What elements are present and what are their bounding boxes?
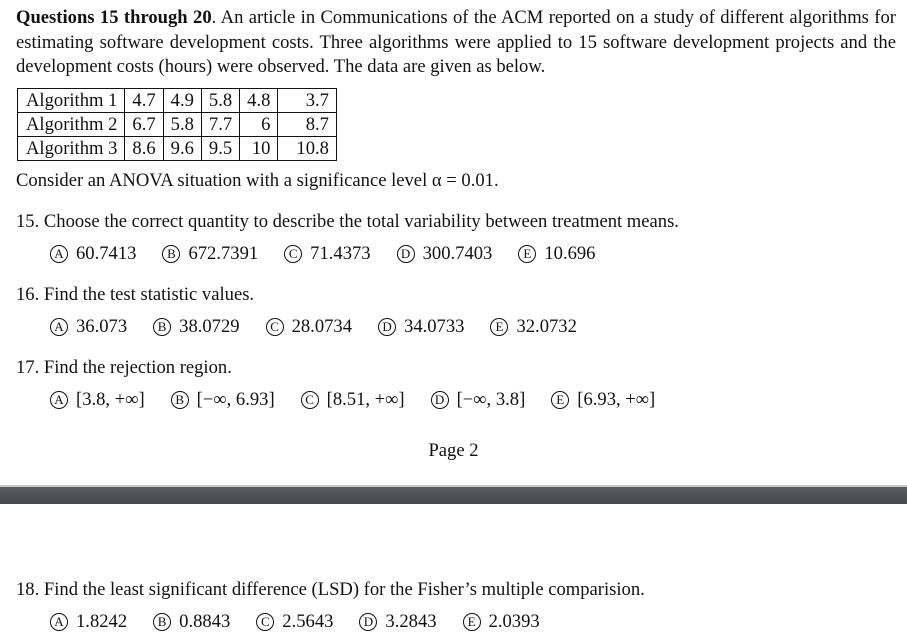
- option-value: 34.0733: [404, 316, 465, 337]
- option-value: 28.0734: [291, 316, 353, 337]
- option-a[interactable]: [50, 316, 127, 338]
- table-cell: 8.7: [278, 113, 337, 137]
- page-number: Page 2: [428, 440, 479, 461]
- option-e[interactable]: [463, 611, 540, 633]
- option-letter-circle: A: [50, 613, 68, 631]
- table-cell: 4.9: [163, 89, 201, 113]
- option-letter-circle: C: [301, 391, 319, 409]
- option-value: [8.51, +∞]: [326, 389, 405, 410]
- option-value: 2.5643: [282, 611, 334, 632]
- option-value: 0.8843: [179, 611, 231, 632]
- option-b[interactable]: [162, 243, 258, 265]
- option-b[interactable]: [153, 316, 239, 338]
- option-value: 32.0732: [516, 316, 577, 337]
- page-divider: [0, 487, 907, 504]
- option-value: 300.7403: [422, 243, 493, 264]
- option-letter-circle: B: [153, 613, 171, 631]
- table-row: [18, 113, 337, 137]
- table-cell: 10.8: [278, 137, 337, 161]
- option-value: 3.2843: [385, 611, 437, 632]
- option-value: 60.7413: [76, 243, 137, 264]
- option-c[interactable]: [256, 611, 333, 633]
- option-value: 2.0393: [488, 611, 540, 632]
- question-17-options: [50, 389, 681, 411]
- option-value: 672.7391: [188, 243, 259, 264]
- anova-statement: Consider an ANOVA situation with a significance level α = 0.01.: [16, 170, 499, 191]
- table-cell: 4.8: [240, 89, 278, 113]
- option-c[interactable]: [301, 389, 405, 411]
- question-17-text: 17. Find the rejection region.: [16, 357, 232, 378]
- option-value: [−∞, 6.93]: [196, 389, 275, 410]
- table-cell: 10: [240, 137, 278, 161]
- option-e[interactable]: [551, 389, 655, 411]
- option-letter-circle: B: [153, 318, 171, 336]
- table-cell: 5.8: [163, 113, 201, 137]
- option-letter-circle: E: [463, 613, 481, 631]
- option-d[interactable]: [431, 389, 526, 411]
- row-label: Algorithm 2: [18, 113, 125, 137]
- option-value: 38.0729: [179, 316, 240, 337]
- option-letter-circle: A: [50, 245, 68, 263]
- option-a[interactable]: [50, 389, 145, 411]
- table-row: [18, 89, 337, 113]
- option-letter-circle: C: [284, 245, 302, 263]
- option-value: [6.93, +∞]: [577, 389, 656, 410]
- question-15-options: [50, 243, 621, 265]
- intro-paragraph: [16, 6, 896, 80]
- option-value: 1.8242: [76, 611, 128, 632]
- data-table: [17, 88, 337, 161]
- option-letter-circle: D: [359, 613, 377, 631]
- intro-heading: Questions 15 through 20: [16, 7, 212, 28]
- row-label: Algorithm 1: [18, 89, 125, 113]
- question-16-options: [50, 316, 603, 338]
- table-cell: 8.6: [125, 137, 163, 161]
- option-letter-circle: E: [551, 391, 569, 409]
- option-value: [3.8, +∞]: [76, 389, 145, 410]
- table-cell: 6.7: [125, 113, 163, 137]
- option-value: [−∞, 3.8]: [456, 389, 526, 410]
- option-letter-circle: D: [378, 318, 396, 336]
- table-cell: 3.7: [278, 89, 337, 113]
- option-b[interactable]: [153, 611, 230, 633]
- option-letter-circle: D: [431, 391, 449, 409]
- question-16-text: 16. Find the test statistic values.: [16, 284, 255, 305]
- option-a[interactable]: [50, 243, 136, 265]
- option-c[interactable]: [266, 316, 352, 338]
- table-cell: 5.8: [201, 89, 239, 113]
- option-d[interactable]: [378, 316, 464, 338]
- option-c[interactable]: [284, 243, 370, 265]
- option-letter-circle: D: [397, 245, 415, 263]
- option-a[interactable]: [50, 611, 127, 633]
- table-cell: 7.7: [201, 113, 239, 137]
- option-e[interactable]: [518, 243, 595, 265]
- option-value: 71.4373: [310, 243, 371, 264]
- option-letter-circle: A: [50, 391, 68, 409]
- option-letter-circle: C: [266, 318, 284, 336]
- option-letter-circle: B: [162, 245, 180, 263]
- table-row: [18, 137, 337, 161]
- table-cell: 4.7: [125, 89, 163, 113]
- question-18-text: 18. Find the least significant difference (LSD) for the Fisher’s multiple comparision.: [16, 579, 645, 600]
- option-letter-circle: A: [50, 318, 68, 336]
- row-label: Algorithm 3: [18, 137, 125, 161]
- intro-text: . An article in Communications of the ACM reported on a study of different algorithms for estimating software development costs. Three algorithms were applied to 15 software development projects and the development costs (hours) were observed. The data are given as below.: [16, 7, 896, 77]
- question-18-options: [50, 611, 566, 633]
- option-d[interactable]: [359, 611, 436, 633]
- table-cell: 9.5: [201, 137, 239, 161]
- option-value: 10.696: [544, 243, 596, 264]
- option-letter-circle: E: [490, 318, 508, 336]
- option-value: 36.073: [76, 316, 128, 337]
- option-b[interactable]: [171, 389, 275, 411]
- option-e[interactable]: [490, 316, 576, 338]
- option-letter-circle: E: [518, 245, 536, 263]
- table-cell: 6: [240, 113, 278, 137]
- option-letter-circle: C: [256, 613, 274, 631]
- option-letter-circle: B: [171, 391, 189, 409]
- option-d[interactable]: [397, 243, 493, 265]
- table-cell: 9.6: [163, 137, 201, 161]
- question-15-text: 15. Choose the correct quantity to describe the total variability between treatment means.: [16, 211, 679, 232]
